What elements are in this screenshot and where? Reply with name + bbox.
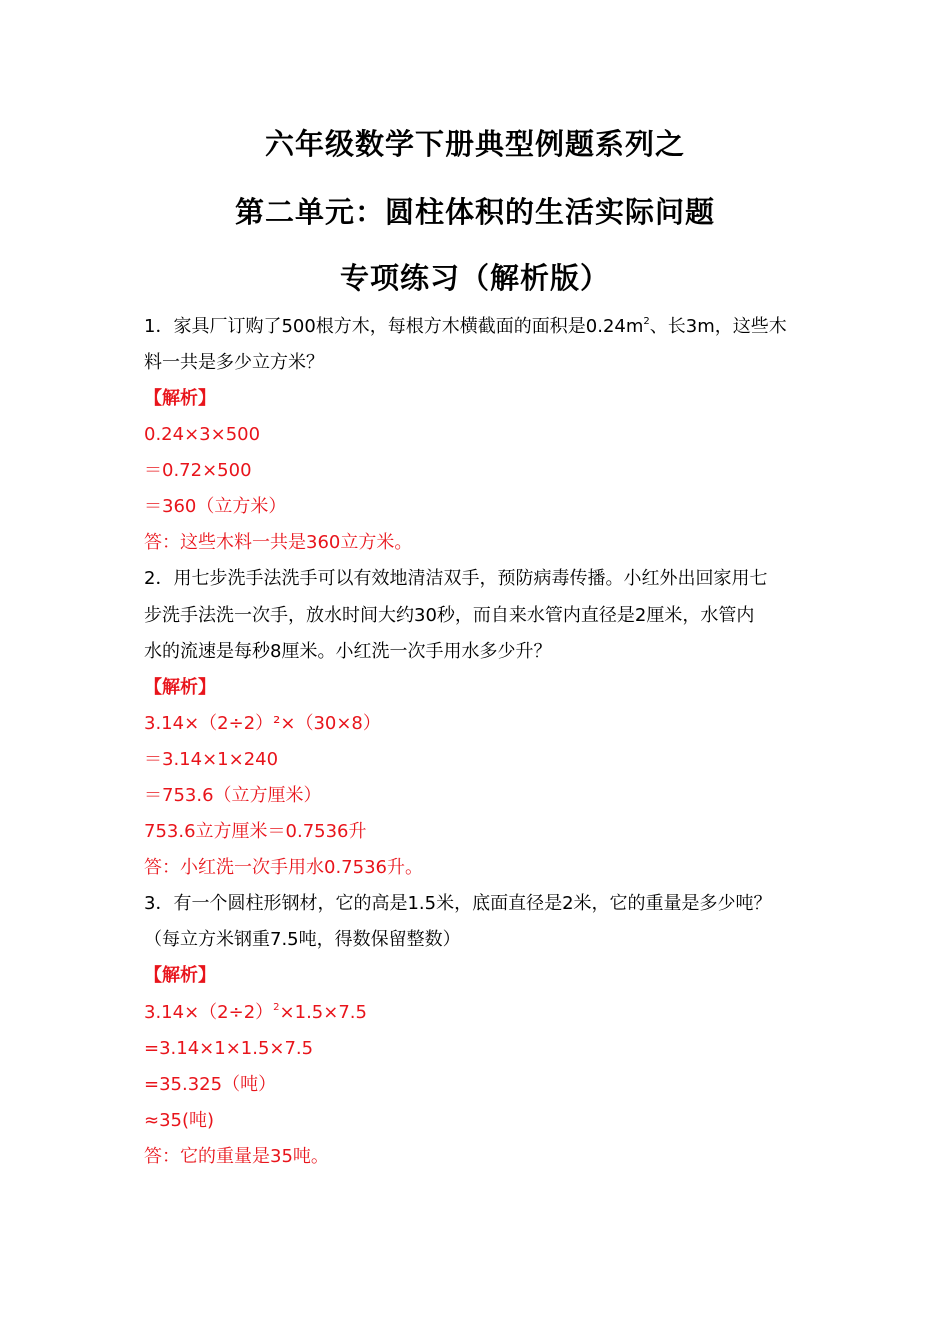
q1-question-line-2: 料一共是多少立方米？ — [144, 352, 324, 373]
q2-step-3: ＝753.6（立方厘米） — [144, 785, 322, 806]
title-line-3: 专项练习（解析版） — [339, 261, 610, 295]
q3-answer: 答：它的重量是35吨。 — [144, 1146, 329, 1167]
q2-step-1: 3.14×（2÷2）²×（30×8） — [144, 713, 381, 734]
title-line-2: 第二单元：圆柱体积的生活实际问题 — [234, 195, 715, 229]
q3-question-line-1: 3．有一个圆柱形钢材，它的高是1.5米，底面直径是2米，它的重量是多少吨？ — [144, 893, 772, 914]
q3-step-1: $3.14\times(2\div 2)^2\times 1.5\times 7.5$ — [144, 1002, 367, 1023]
q1-step-2: ＝0.72×500 — [144, 460, 252, 481]
q2-step-2: ＝3.14×1×240 — [144, 749, 279, 770]
q1-question-line-1: 1．家具厂订购了500根方木，每根方木横截面的面积是$0.24m^2$、长3m，这些木 — [144, 316, 787, 337]
q2-question-line-1: 2．用七步洗手法洗手可以有效地清洁双手，预防病毒传播。小红外出回家用七 — [144, 568, 768, 589]
q2-step-4: 753.6立方厘米＝0.7536升 — [144, 821, 367, 842]
q3-step-3: =35.325（吨） — [144, 1074, 277, 1095]
q1-answer: 答：这些木料一共是360立方米。 — [144, 532, 413, 553]
q3-question-line-2: （每立方米钢重7.5吨，得数保留整数） — [144, 929, 461, 950]
q1-step-1: 0.24×3×500 — [144, 424, 261, 445]
q3-step-2: =3.14×1×1.5×7.5 — [144, 1038, 314, 1059]
title-line-1: 六年级数学下册典型例题系列之 — [264, 127, 685, 161]
q1-analysis-label: 【解析】 — [144, 388, 216, 409]
q3-analysis-label: 【解析】 — [144, 965, 216, 986]
q1-step-3: ＝360（立方米） — [144, 496, 287, 517]
q2-analysis-label: 【解析】 — [144, 677, 216, 698]
q2-answer: 答：小红洗一次手用水0.7536升。 — [144, 857, 423, 878]
q2-question-line-2: 步洗手法洗一次手，放水时间大约30秒，而自来水管内直径是2厘米，水管内 — [144, 605, 755, 626]
q2-question-line-3: 水的流速是每秒8厘米。小红洗一次手用水多少升？ — [144, 641, 552, 662]
q3-step-4: ≈35(吨) — [144, 1110, 215, 1131]
